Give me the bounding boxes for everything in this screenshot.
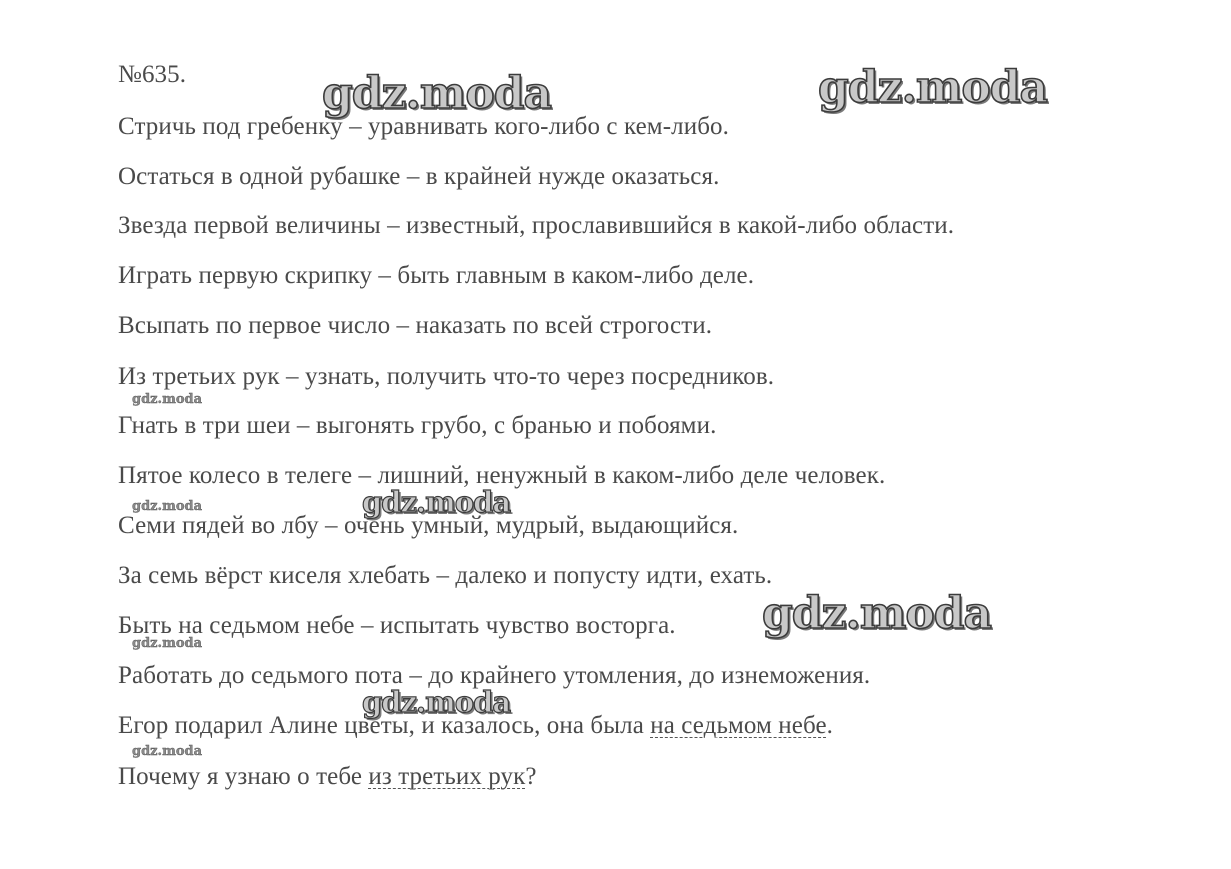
watermark-logo: gdz.moda xyxy=(132,744,203,759)
watermark-logo: gdz.moda xyxy=(362,485,511,519)
task-number: №635. xyxy=(118,61,187,88)
watermark-logo: gdz.moda xyxy=(322,68,552,119)
idiom-line-5: Всыпать по первое число – наказать по всей строгости. xyxy=(118,312,713,339)
example-text-after: ? xyxy=(525,763,537,790)
idiom-line-9: Семи пядей во лбу – очень умный, мудрый, выдающийся. xyxy=(118,512,739,539)
watermark-logo: gdz.moda xyxy=(362,685,511,719)
watermark-logo: gdz.moda xyxy=(132,392,203,407)
watermark-logo: gdz.moda xyxy=(818,62,1048,113)
example-text-after: . xyxy=(826,712,834,739)
idiom-line-11: Быть на седьмом небе – испытать чувство восторга. xyxy=(118,612,676,639)
idiom-line-6: Из третьих рук – узнать, получить что-то через посредников. xyxy=(118,363,775,390)
example-text-before: Почему я узнаю о тебе xyxy=(118,763,369,790)
idiom-line-10: За семь вёрст киселя хлебать – далеко и попусту идти, ехать. xyxy=(118,562,773,589)
example-underlined-phrase: из третьих рук xyxy=(368,763,526,790)
watermark-logo: gdz.moda xyxy=(132,636,203,651)
example-sentence-2 xyxy=(118,762,537,792)
idiom-line-2: Остаться в одной рубашке – в крайней нужде оказаться. xyxy=(118,163,720,190)
idiom-line-12: Работать до седьмого пота – до крайнего утомления, до изнеможения. xyxy=(118,662,871,689)
watermark-logo: gdz.moda xyxy=(762,588,992,639)
watermark-logo: gdz.moda xyxy=(132,499,203,514)
idiom-line-3: Звезда первой величины – известный, прославившийся в какой-либо области. xyxy=(118,212,955,239)
idiom-line-7: Гнать в три шеи – выгонять грубо, с бранью и побоями. xyxy=(118,412,717,439)
example-text-before: Егор подарил Алине цветы, и казалось, она была xyxy=(118,712,651,739)
idiom-line-1: Стричь под гребенку – уравнивать кого-либо с кем-либо. xyxy=(118,113,729,140)
example-underlined-phrase: на седьмом небе xyxy=(650,712,827,739)
idiom-line-8: Пятое колесо в телеге – лишний, ненужный в каком-либо деле человек. xyxy=(118,462,886,489)
idiom-line-4: Играть первую скрипку – быть главным в каком-либо деле. xyxy=(118,262,755,289)
